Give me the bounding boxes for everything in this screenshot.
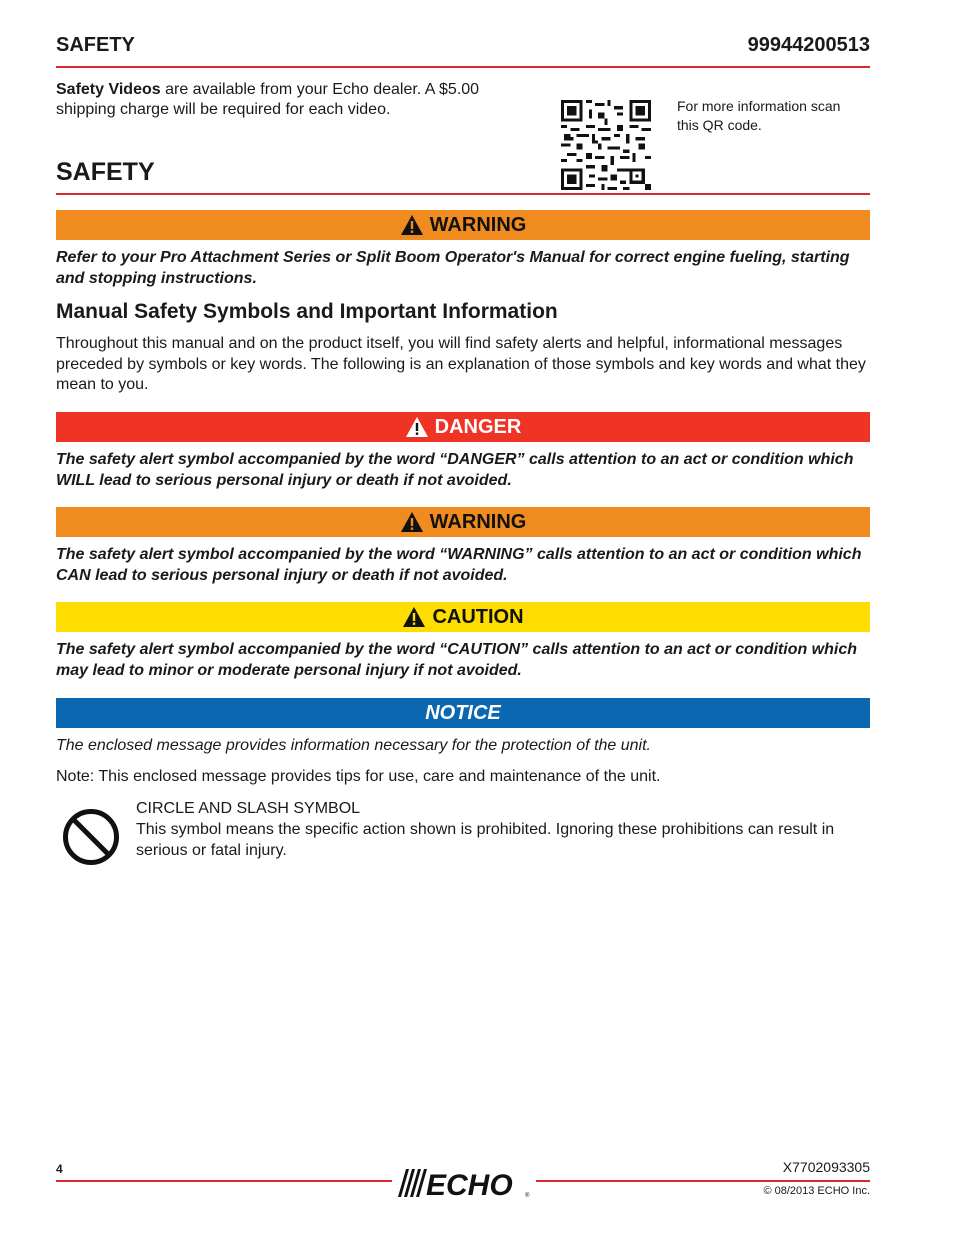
caution-text: The safety alert symbol accompanied by the word “CAUTION” calls attention to an act or condition which may lead to minor or moderate personal injury if not avoided. [56, 641, 858, 679]
caution-triangle-icon [402, 606, 426, 628]
footer-doc-code: X7702093305 [782, 1159, 870, 1175]
section-divider [56, 193, 870, 195]
echo-logo-text: ECHO [426, 1169, 513, 1201]
safety-videos-lead: Safety Videos [56, 81, 161, 98]
page-header [56, 34, 870, 68]
header-doc-number: 99944200513 [747, 34, 870, 56]
notice-label: NOTICE [425, 701, 501, 724]
note-text: Note: This enclosed message provides tips for use, care and maintenance of the unit. [56, 768, 661, 785]
circle-slash-text: This symbol means the specific action shown is prohibited. Ignoring these prohibitions can result in serious or fatal injury. [136, 821, 835, 859]
safety-videos-paragraph [56, 80, 526, 120]
safety-videos-text: are available from your Echo dealer. A $5.00 shipping charge will be required for each video. [56, 81, 480, 118]
danger-text: The safety alert symbol accompanied by the word “DANGER” calls attention to an act or condition which WILL lead to serious personal injury or death if not avoided. [56, 451, 854, 489]
section-title: SAFETY [56, 158, 155, 186]
footer-copyright: © 08/2013 ECHO Inc. [763, 1185, 870, 1197]
warning-banner-top [56, 210, 870, 240]
warning-label: WARNING [429, 510, 527, 533]
svg-text:®: ® [525, 1193, 530, 1199]
warning-label-top: WARNING [429, 213, 527, 236]
danger-triangle-icon [405, 416, 429, 438]
notice-text: The enclosed message provides information necessary for the protection of the unit. [56, 737, 651, 754]
circle-slash-description [136, 798, 876, 861]
qr-code-caption: For more information scan this QR code. [677, 98, 841, 133]
warning-text-top: Refer to your Pro Attachment Series or Split Boom Operator's Manual for correct engine fueling, starting and stopping instructions. [56, 249, 850, 287]
warning-text: The safety alert symbol accompanied by the word “WARNING” calls attention to an act or condition which CAN lead to serious personal injury or death if not avoided. [56, 546, 862, 584]
warning-triangle-icon [400, 214, 424, 236]
header-section-label: SAFETY [56, 34, 135, 56]
body-paragraph: Throughout this manual and on the product itself, you will find safety alerts and helpful, informational messages preceded by symbols or key words. The following is an explanation of those symbols and key words and what they mean to you. [56, 335, 866, 393]
notice-banner [56, 698, 870, 728]
danger-banner [56, 412, 870, 442]
circle-slash-title: CIRCLE AND SLASH SYMBOL [136, 800, 361, 817]
danger-label: DANGER [434, 415, 522, 438]
qr-code-icon[interactable] [561, 100, 651, 190]
caution-banner [56, 602, 870, 632]
subheading: Manual Safety Symbols and Important Information [56, 300, 558, 323]
caution-label: CAUTION [432, 605, 524, 628]
warning-banner [56, 507, 870, 537]
echo-logo-icon [392, 1165, 536, 1201]
prohibition-icon [62, 808, 120, 866]
page-number: 4 [56, 1162, 63, 1176]
warning-triangle-icon [400, 511, 424, 533]
